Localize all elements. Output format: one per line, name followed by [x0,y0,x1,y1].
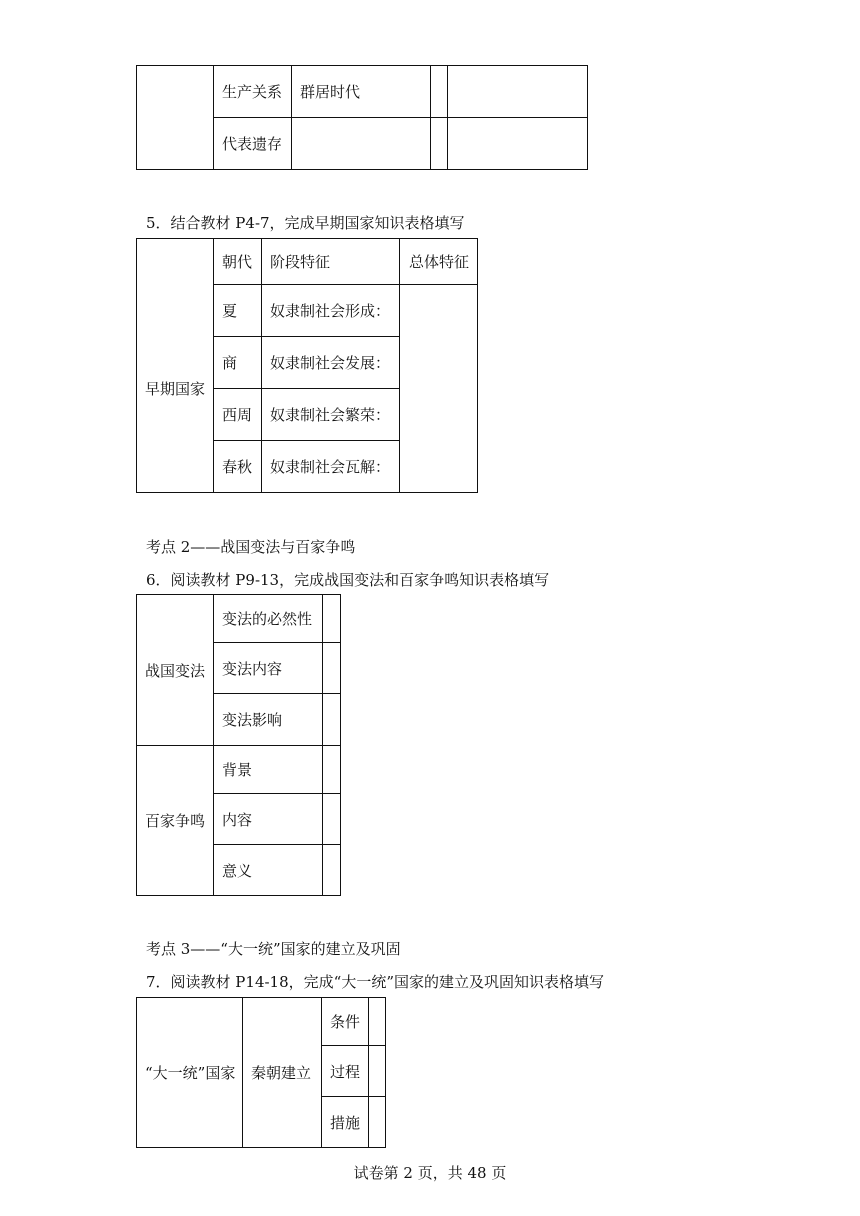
header-overall-features: 总体特征 [409,253,470,271]
q5-prompt: 5．结合教材 P4-7，完成早期国家知识表格填写 [146,214,465,232]
row-conditions: 条件 [330,1013,361,1031]
row-reform-content: 变法内容 [222,659,283,678]
q7-prompt: 7．阅读教材 P14-18，完成“大一统”国家的建立及巩固知识表格填写 [146,973,604,991]
label-production-relations: 生产关系 [222,83,283,101]
feature-western-zhou: 奴隶制社会繁荣： [270,406,391,424]
group-early-states: 早期国家 [145,380,206,398]
page-footer: 试卷第 2 页，共 48 页 [353,1164,507,1182]
group-warring-states-reform: 战国变法 [145,661,206,680]
row-process: 过程 [330,1062,361,1081]
row-background: 背景 [222,761,253,779]
group-qin-establishment: 秦朝建立 [251,1064,312,1082]
section-title-kp3: 考点 3——“大一统”国家的建立及巩固 [146,940,401,958]
value-production-relations: 群居时代 [300,83,361,101]
row-content: 内容 [222,810,253,829]
label-representative-remains: 代表遗存 [222,135,283,153]
feature-xia: 奴隶制社会形成： [270,302,391,320]
feature-spring-autumn: 奴隶制社会瓦解： [270,458,391,476]
section-title-kp2: 考点 2——战国变法与百家争鸣 [146,538,356,556]
dynasty-shang: 商 [222,354,238,372]
header-stage-features: 阶段特征 [270,253,331,271]
row-measures: 措施 [330,1113,361,1132]
q6-prompt: 6．阅读教材 P9-13，完成战国变法和百家争鸣知识表格填写 [146,571,550,589]
group-hundred-schools: 百家争鸣 [145,812,206,830]
dynasty-spring-autumn: 春秋 [222,458,253,476]
row-reform-necessity: 变法的必然性 [222,610,313,628]
feature-shang: 奴隶制社会发展： [270,354,391,372]
row-reform-impact: 变法影响 [222,711,283,729]
row-significance: 意义 [222,861,253,880]
dynasty-western-zhou: 西周 [222,406,253,424]
group-grand-unification: “大一统”国家 [145,1064,236,1082]
dynasty-xia: 夏 [222,302,238,320]
header-dynasty: 朝代 [222,253,253,271]
